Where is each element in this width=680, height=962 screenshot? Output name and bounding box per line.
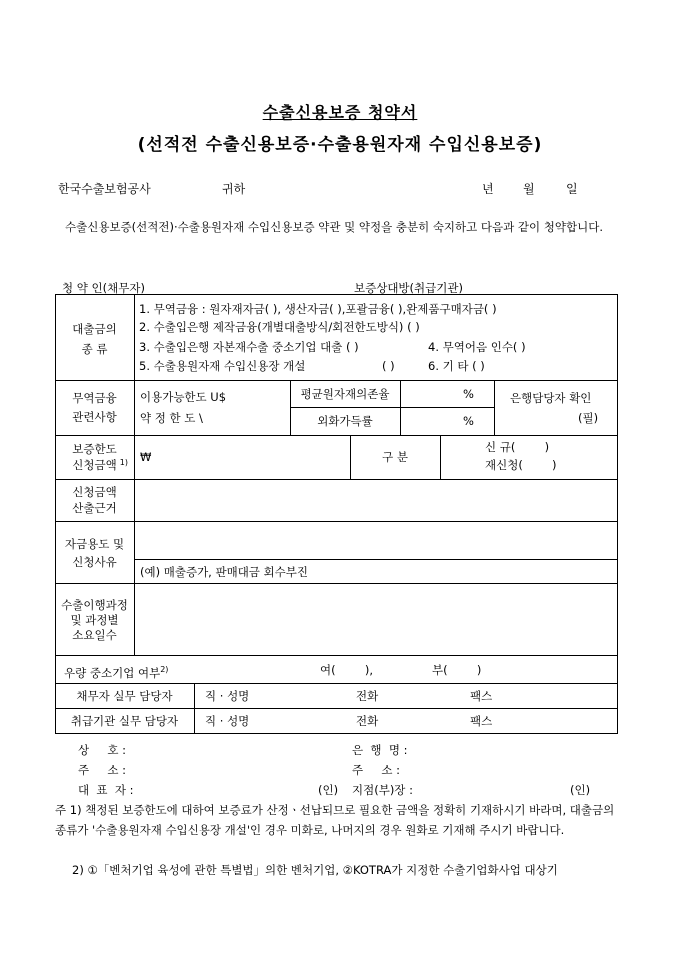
row-divider	[55, 655, 618, 656]
table-top-border	[55, 294, 618, 295]
debtor-phone: 전화	[356, 689, 379, 703]
bank-confirm-seal: (필)	[578, 411, 599, 425]
excellent-sme-yes: 여( ),	[320, 663, 373, 677]
purpose-example: (예) 매출증가, 판매대금 회수부진	[140, 565, 309, 579]
row-divider	[55, 479, 618, 480]
loan-type-label: 대출금의 종 류	[72, 322, 117, 356]
agency-contact-label: 취급기관 실무 담당자	[70, 714, 179, 728]
category-label: 구 분	[382, 450, 408, 464]
row-divider	[134, 559, 618, 560]
cell-divider	[290, 407, 494, 408]
loan-type-option-1: 1. 무역금융 : 원자재자금( ), 생산자금( ),포괄금융( ),완제품구매자금( )	[139, 302, 497, 316]
agency-position: 직 · 성명	[205, 714, 250, 728]
date-day: 일	[566, 182, 578, 196]
fx-rate-label: 외화가득률	[317, 414, 373, 428]
col-divider	[194, 683, 195, 733]
debtor-contact-label: 채무자 실무 담당자	[76, 689, 173, 703]
currency-symbol: ₩	[140, 450, 152, 464]
loan-type-option-4: 4. 무역어음 인수( )	[428, 340, 526, 354]
loan-type-option-6: 6. 기 타 ( )	[428, 359, 485, 373]
available-limit: 이용가능한도 U$	[140, 390, 227, 404]
loan-type-option-5: 5. 수출용원자재 수입신용장 개설	[139, 359, 306, 373]
purpose-label: 자금용도 및 신청사유	[64, 537, 125, 569]
branch-manager-label: 지점(부)장 :	[352, 783, 413, 797]
branch-seal: (인)	[570, 783, 591, 797]
excellent-sme-text: 우량 중소기업 여부	[64, 665, 161, 680]
intro-text: 수출신용보증(선적전)·수출용원자재 수입신용보증 약관 및 약정을 충분히 숙지하고 다음과 같이 청약합니다.	[65, 220, 603, 234]
guarantee-footnote: 1)	[119, 458, 128, 467]
guarantee-label	[55, 441, 134, 473]
loan-type-option-3: 3. 수출입은행 자본재수출 중소기업 대출 ( )	[139, 340, 359, 354]
row-divider	[55, 683, 618, 684]
agency-phone: 전화	[356, 714, 379, 728]
col-divider	[440, 435, 441, 479]
bank-address-label: 주 소 :	[352, 763, 401, 777]
dependency-percent: %	[463, 387, 474, 401]
note-1: 주 1) 책정된 보증한도에 대하여 보증료가 산정ㆍ선납되므로 필요한 금액을 정확히 기재하시기 바라며, 대출금의 종류가 '수출용원자재 수입신용장 개설'인 경우 미화로, 나머지의 경우 원화로 기재해 주시기 바랍니다.	[55, 803, 615, 837]
excellent-sme-label	[64, 662, 168, 681]
row-divider	[55, 435, 618, 436]
table-right-border	[617, 294, 618, 734]
row-divider	[55, 583, 618, 584]
ceo-label: 대 표 자 :	[78, 783, 134, 797]
page-subtitle: (선적전 수출신용보증·수출용원자재 수입신용보증)	[137, 135, 543, 155]
row-divider	[55, 521, 618, 522]
debtor-fax: 팩스	[470, 689, 493, 703]
trade-finance-label: 무역금융 관련사항	[72, 391, 117, 424]
page-title: 수출신용보증 청약서	[262, 103, 418, 122]
agreed-limit: 약 정 한 도 \	[140, 411, 203, 425]
fx-rate-percent: %	[463, 414, 474, 428]
loan-type-option-5-check: ( )	[382, 359, 395, 373]
row-divider	[55, 708, 618, 709]
ceo-seal: (인)	[318, 783, 339, 797]
debtor-position: 직 · 성명	[205, 689, 250, 703]
row-divider	[55, 380, 618, 381]
bank-name-label: 은 행 명 :	[352, 743, 408, 757]
table-bottom-border	[55, 733, 618, 734]
company-name-label: 상 호 :	[78, 743, 127, 757]
counterparty-label: 보증상대방(취급기관)	[354, 281, 463, 295]
export-process-label: 수출이행과정 및 과정별 소요일수	[61, 598, 128, 642]
category-new: 신 규( )	[485, 440, 550, 454]
agency-fax: 팩스	[470, 714, 493, 728]
company-address-label: 주 소 :	[78, 763, 127, 777]
col-divider	[494, 380, 495, 435]
category-renew: 재신청( )	[485, 458, 557, 472]
date-year: 년	[482, 182, 494, 196]
loan-type-option-2: 2. 수출입은행 제작금융(개별대출방식/회전한도방식) ( )	[139, 320, 420, 334]
applicant-label: 청 약 인(채무자)	[62, 281, 145, 295]
date-month: 월	[523, 182, 535, 196]
basis-label: 신청금액 산출근거	[72, 485, 117, 515]
note-2: 2) ①「벤처기업 육성에 관한 특별법」의한 벤처기업, ②KOTRA가 지정한 수출기업화사업 대상기	[72, 863, 558, 877]
addressee: 한국수출보험공사	[58, 182, 151, 196]
bank-confirm-label: 은행담당자 확인	[510, 391, 592, 405]
honorific: 귀하	[222, 182, 246, 196]
guarantee-label-text: 보증한도 신청금액	[72, 442, 117, 472]
excellent-sme-footnote: 2)	[160, 665, 169, 674]
dependency-label: 평균원자재의존율	[300, 387, 390, 401]
label-column-divider	[134, 294, 135, 655]
excellent-sme-no: 부( )	[432, 663, 482, 677]
